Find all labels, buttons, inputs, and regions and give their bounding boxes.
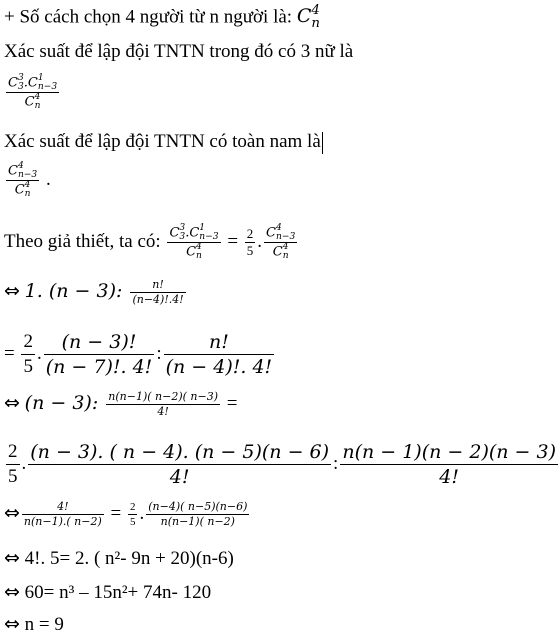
line-step-7: ⇔ 60= n³ – 15n²+ 74n- 120 — [4, 581, 212, 603]
equivalence-arrow-icon: ⇔ — [4, 501, 20, 524]
line-step-6: ⇔ 4!. 5= 2. ( n²- 9n + 20)(n-6) — [4, 547, 234, 569]
line-step-1: ⇔ 1. (n − 3): $\frac{n!}{(n-4)!.4!}$ — [4, 278, 184, 306]
fraction-probability-all-men: C 4 n−3 C 4 n . — [8, 161, 51, 200]
line-number-of-ways — [4, 4, 320, 31]
line-probability-all-men — [4, 130, 323, 154]
text-hypothesis: Theo giả thiết, ta có: — [4, 231, 166, 253]
text-probability-all-men: Xác suất để lập đội TNTN có toàn nam là — [4, 131, 321, 152]
equivalence-arrow-icon: ⇔ — [4, 613, 20, 635]
equivalence-arrow-icon: ⇔ — [4, 279, 20, 302]
fraction-probability-3-women: C 3 3 .C 1 n−3 C 4 n — [8, 73, 58, 112]
text-cursor — [322, 132, 323, 154]
line-probability-3-women — [4, 40, 353, 64]
result-n-equals-9: n = 9 — [24, 614, 64, 635]
line-step-3: ⇔ (n − 3): $\frac{n(n-1)( n-2)( n-3)}{4!}$ = — [4, 390, 238, 418]
equivalence-arrow-icon: ⇔ — [4, 391, 20, 414]
line-step-4: $\frac{2}{5}$ . $\frac{(n - 3). ( n - 4). (n - 5)(n - 6)}{4!}$ : $\frac{n(n - 1)(n - 2)(n - 3)}{4!}$ — [8, 441, 557, 488]
line-step-2: = $\frac{2}{5}$ . $\frac{(n - 3)!}{(n - 7)!. 4!}$ : $\frac{n!}{(n - 4)!. 4!}$ — [4, 331, 273, 378]
line-hypothesis: Theo giả thiết, ta có: C 3 3 .C 1 n−3 C 4 n = $\frac{2}{5}$ . C 4 n−3 C 4 n — [4, 223, 296, 262]
combination-c-n-4: C 4 n — [296, 3, 320, 32]
equivalence-arrow-icon: ⇔ — [4, 547, 20, 569]
text-number-of-ways: + Số cách chọn 4 người từ n người là: — [4, 6, 297, 28]
equivalence-arrow-icon: ⇔ — [4, 581, 20, 603]
line-result — [4, 612, 64, 637]
text-probability-3-women: Xác suất để lập đội TNTN trong đó có 3 nữ là — [4, 41, 354, 62]
line-step-5: ⇔ $\frac{4!}{n(n-1).( n-2)}$ = $\frac{2}{5}$ . $\frac{(n-4)( n-5)(n-6)}{n(n-1)( n-2)}$ — [4, 500, 248, 528]
